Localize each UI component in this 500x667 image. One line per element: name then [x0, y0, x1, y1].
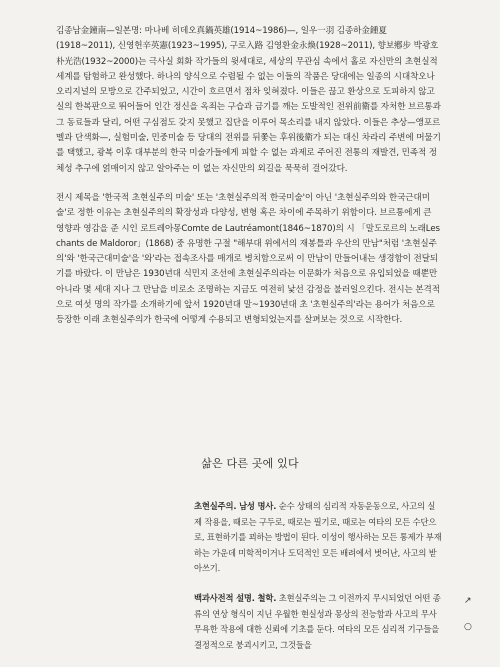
body-paragraph: 전시 제목을 '한국적 초현실주의 미술' 또는 '초현실주의적 한국미술'이 아닌 '초현실주의와 한국근대미술'로 정한 이유는 초현실주의의 확장성과 다양성, 변형 혹은 차이에 주목하기 위함이다. 브르통에게 큰 영향과 영감을 준 시인 로트레아몽Comte de Lautréamont(1846~1870)의 시 「말도로르의 노래Les chants de Maldoror」(1868) 중 유명한 구절 "해부대 위에서의 재봉틀과 우산의 만남"처럼 '초현실주의'와 '한국근대미술'을 '와'라는 접속조사를 매개로 병치함으로써 이 만남이 만들어내는 생경함이 전달되기를 바랐다. 이 만남은 1930년대 식민지 조선에 초현실주의라는 이문화가 처음으로 유입되었을 때뿐만 아니라 몇 세대 지나 그 만남을 비로소 조명하는 지금도 여전히 낯선 감정을 불러일으킨다. 전시는 본격적으로 여섯 명의 작가를 소개하기에 앞서 1920년대 말~1930년대 초 '초현실주의'라는 용어가 처음으로 등장한 이래 초현실주의가 한국에 어떻게 수용되고 변형되었는지를 살펴보는 것으로 시작한다. — [56, 192, 440, 326]
margin-circle-icon: ○ — [464, 622, 472, 632]
definition-entry — [194, 499, 442, 577]
section-title: 삶은 다른 곳에 있다 — [201, 457, 299, 470]
entry-text: 순수 상태의 심리적 자동운동으로, 사고의 실제 작용을, 때로는 구두로, 때로는 필기로, 때로는 여타의 모든 수단으로, 표현하기를 꾀하는 방법이 된다. 이성이 행사하는 모든 통제가 부재하는 가운데 미학적이거나 도덕적인 모든 배려에서 벗어난, 사고의 받아쓰기. — [194, 501, 442, 574]
entry-term: 백과사전적 설명. 철학. — [194, 592, 277, 603]
body-text-column — [56, 24, 442, 329]
entry-text: 초현실주의는 그 이전까지 무시되었던 어떤 종류의 연상 형식이 지닌 우월한 현실성과 몽상의 전능함과 사고의 무사 무욕한 작용에 대한 신뢰에 기초를 둔다. 여타의 모든 심리적 기구들을 결정적으로 붕괴시키고, 그것들을 — [194, 592, 441, 650]
margin-arrow-icon: ↗ — [464, 596, 472, 606]
entry-term: 초현실주의. 남성 명사. — [194, 501, 277, 511]
definition-entry — [194, 591, 442, 653]
definition-entries — [194, 499, 442, 653]
body-paragraph: 김종남金鐘南—일본명: 마나베 히데오真鍋英雄(1914~1986)—, 일우一羽 김종하金鍾夏(1918~2011), 신영헌辛英憲(1923~1995), 구로入路 김영환金永煥(1928~2011), 향보鄕步 박광호朴光浩(1932~2000)는 극사실 회화 작가들의 윗세대로, 세상의 무관심 속에서 홀로 자신만의 초현실적 세계를 탐험하고 완성했다. 하나의 양식으로 수렴될 수 없는 이들의 작품은 당대에는 일종의 시대착오나 오리지널의 모방으로 간주되었고, 시간이 흐르면서 점차 잊혀졌다. 이들은 끊고 환상으로 도피하지 않고 실의 한복판으로 뛰어들어 인간 정신을 옥죄는 구습과 금기를 깨는 도발적인 전위前衛를 자처한 브르통과 그 동료들과 달리, 어떤 구심점도 갖지 못했고 집단을 이루어 목소리를 내지 않았다. 이들은 추상—앵포르멜과 단색화—, 실험미술, 민중미술 등 당대의 전위를 뒤쫓는 후위後衛가 되는 대신 차라리 주변에 머물기를 택했고, 광복 이후 대부분의 한국 미술가들에게 피할 수 없는 과제로 주어진 전통의 재발견, 민족적 정체성 추구에 얽매이지 않고 알아주는 이 없는 자신만의 외길을 묵묵히 걸어갔다. — [56, 26, 441, 174]
